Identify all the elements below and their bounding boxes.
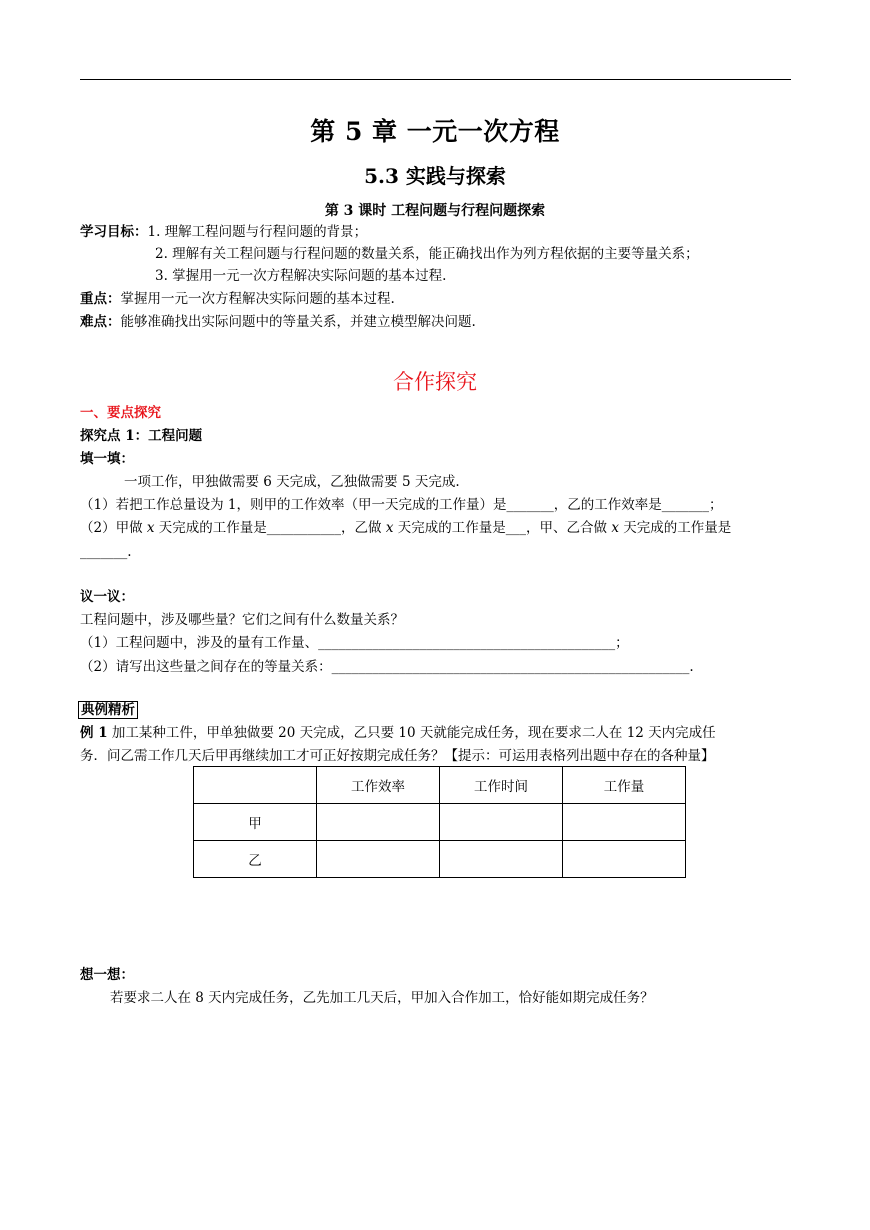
discuss-intro: 工程问题中，涉及哪些量？它们之间有什么数量关系？ [80, 612, 404, 628]
objective-3: 3. 掌握用一元一次方程解决实际问题的基本过程. [155, 268, 447, 284]
discuss-question-1: （1）工程问题中，涉及的量有工作量、____________________________________________； [80, 635, 629, 651]
variable-x: x [611, 520, 619, 536]
fill-intro: 一项工作，甲独做需要 6 天完成，乙独做需要 5 天完成. [124, 474, 460, 490]
example-table [193, 766, 686, 878]
key-point-text: 掌握用一元一次方程解决实际问题的基本过程. [120, 291, 395, 307]
example-line-2: 务．问乙需工作几天后甲再继续加工才可正好按期完成任务？【提示：可运用表格列出题中存在的各种量】 [80, 748, 715, 764]
difficulty [80, 311, 476, 333]
objective-2: 2. 理解有关工程问题与行程问题的数量关系，能正确找出作为列方程依据的主要等量关系； [155, 246, 699, 262]
table-cell [440, 841, 563, 878]
table-header-row [194, 767, 686, 804]
fill-q2-part-c: 天完成的工作量是___，甲、乙合做 [393, 520, 612, 536]
think-text: 若要求二人在 8 天内完成任务，乙先加工几天后，甲加入合作加工，恰好能如期完成任务？ [110, 990, 654, 1006]
header-rule [80, 79, 791, 80]
section-title: 5.3 实践与探索 [364, 164, 506, 188]
example-text-1: 加工某种工件，甲单独做要 20 天完成，乙只要 10 天就能完成任务，现在要求二人在 12 天内完成任 [107, 725, 716, 741]
key-point-label: 重点： [80, 291, 121, 307]
table-header-cell: 工作量 [563, 767, 686, 804]
fill-question-2-tail: _______. [80, 544, 132, 560]
example-tag-line [78, 699, 138, 721]
table-cell [563, 841, 686, 878]
key-point [80, 288, 395, 310]
objective-1: 1. 理解工程问题与行程问题的背景； [147, 224, 368, 240]
fill-q2-part-d: 天完成的工作量是 [618, 520, 732, 536]
table-cell [317, 804, 440, 841]
difficulty-label: 难点： [80, 314, 121, 330]
objectives-line-1 [80, 221, 367, 243]
table-header-cell [194, 767, 317, 804]
objectives-label: 学习目标： [80, 224, 148, 240]
explore1-title: 探究点 1：工程问题 [80, 428, 203, 444]
part1-title: 一、要点探究 [80, 405, 161, 421]
table-cell [563, 804, 686, 841]
lesson-title: 第 3 课时 工程问题与行程问题探索 [324, 203, 546, 219]
fill-q2-part-a: （2）甲做 [80, 520, 147, 536]
chapter-title: 第 5 章 一元一次方程 [310, 117, 560, 146]
fill-title: 填一填： [80, 451, 134, 467]
table-header-cell: 工作效率 [317, 767, 440, 804]
think-title: 想一想： [80, 967, 134, 983]
cooperate-title: 合作探究 [393, 370, 477, 394]
table-cell: 乙 [194, 841, 317, 878]
table-cell [440, 804, 563, 841]
variable-x: x [385, 520, 394, 536]
example-line-1 [80, 722, 716, 744]
table-cell: 甲 [194, 804, 317, 841]
table-row [194, 804, 686, 841]
discuss-title: 议一议： [80, 589, 134, 605]
difficulty-text: 能够准确找出实际问题中的等量关系，并建立模型解决问题. [120, 314, 476, 330]
fill-question-2 [80, 517, 731, 539]
example-label: 例 1 [80, 725, 108, 741]
variable-x: x [146, 520, 155, 536]
table-row [194, 841, 686, 878]
table-header-cell: 工作时间 [440, 767, 563, 804]
example-tag: 典例精析 [78, 701, 138, 719]
fill-q2-part-b: 天完成的工作量是___________，乙做 [154, 520, 386, 536]
discuss-question-2: （2）请写出这些量之间存在的等量关系：_____________________________________________________. [80, 659, 694, 675]
fill-question-1: （1）若把工作总量设为 1，则甲的工作效率（甲一天完成的工作量）是_______，乙的工作效率是_______； [80, 497, 723, 513]
table-cell [317, 841, 440, 878]
